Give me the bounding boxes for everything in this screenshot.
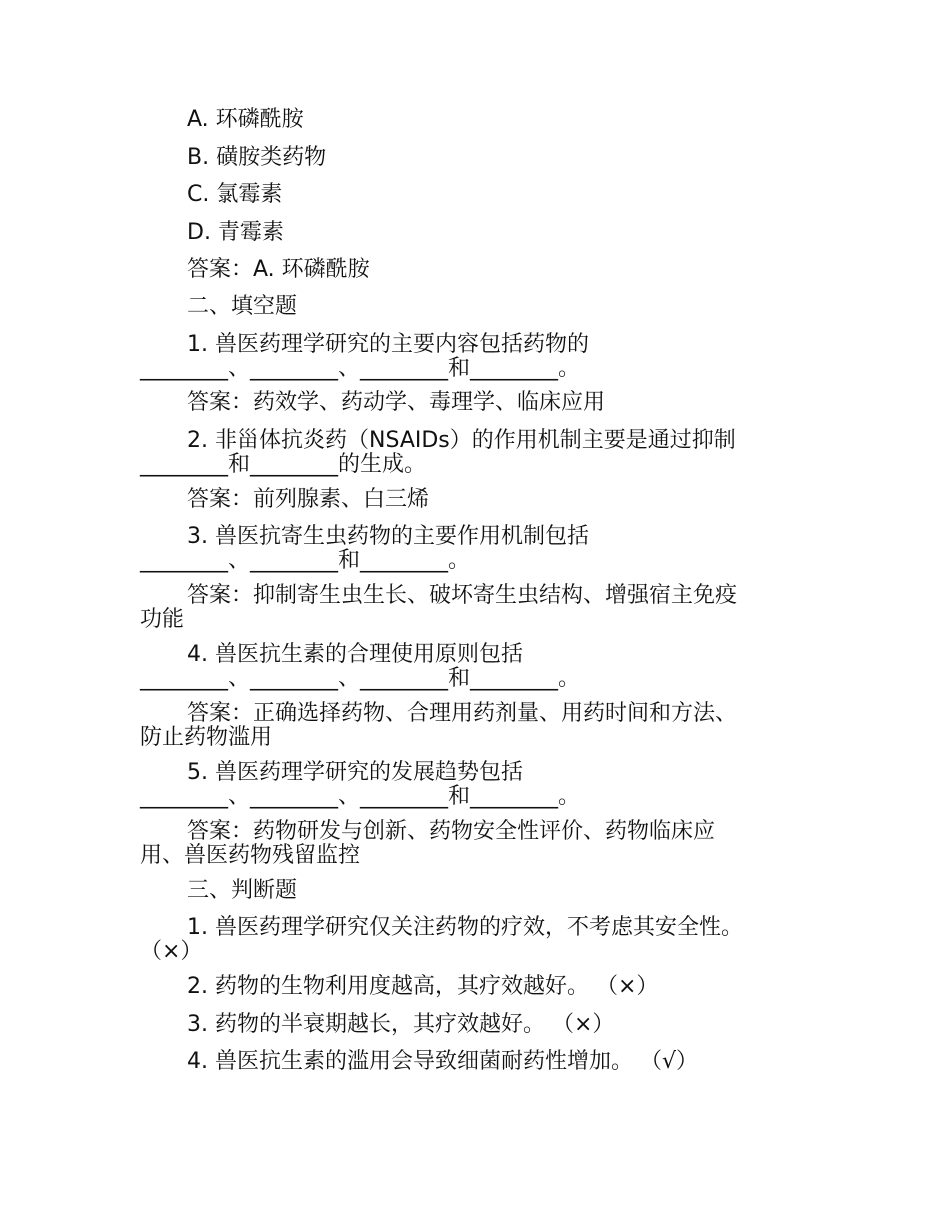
fill-answer-4: 答案：正确选择药物、合理用药剂量、用药时间和方法、 xyxy=(187,701,738,726)
fill-question-4-blanks: ________、________、________和________。 xyxy=(140,666,581,691)
fill-question-2-blanks: ________和________的生成。 xyxy=(140,452,427,477)
judge-question-3: 3. 药物的半衰期越长，其疗效越好。 （×） xyxy=(187,1012,615,1037)
fill-answer-3: 答案：抑制寄生虫生长、破坏寄生虫结构、增强宿主免疫 xyxy=(187,583,738,608)
fill-answer-2: 答案：前列腺素、白三烯 xyxy=(187,487,430,512)
option-a: A. 环磷酰胺 xyxy=(187,107,304,132)
option-d: D. 青霉素 xyxy=(187,220,284,245)
fill-answer-4-continued: 防止药物滥用 xyxy=(140,725,273,750)
fill-question-2: 2. 非甾体抗炎药（NSAIDs）的作用机制主要是通过抑制 xyxy=(187,428,736,453)
fill-question-5: 5. 兽医药理学研究的发展趋势包括 xyxy=(187,760,523,785)
answer-choice: 答案：A. 环磷酰胺 xyxy=(187,257,370,282)
judge-question-4: 4. 兽医抗生素的滥用会导致细菌耐药性增加。 （√） xyxy=(187,1049,698,1074)
section-heading-fill-blank: 二、填空题 xyxy=(187,294,298,319)
fill-question-1-blanks: ________、________、________和________。 xyxy=(140,356,581,381)
judge-question-1: 1. 兽医药理学研究仅关注药物的疗效，不考虑其安全性。 xyxy=(187,915,743,940)
fill-answer-1: 答案：药效学、药动学、毒理学、临床应用 xyxy=(187,390,606,415)
section-heading-true-false: 三、判断题 xyxy=(187,878,298,903)
fill-question-4: 4. 兽医抗生素的合理使用原则包括 xyxy=(187,642,523,667)
fill-answer-3-continued: 功能 xyxy=(140,607,185,632)
option-b: B. 磺胺类药物 xyxy=(187,145,327,170)
fill-answer-5-continued: 用、兽医药物残留监控 xyxy=(140,843,361,868)
fill-question-3-blanks: ________、________和________。 xyxy=(140,548,471,573)
fill-question-5-blanks: ________、________、________和________。 xyxy=(140,784,581,809)
fill-answer-5: 答案：药物研发与创新、药物安全性评价、药物临床应 xyxy=(187,819,716,844)
judge-question-1-mark: （×） xyxy=(140,939,203,964)
judge-question-2: 2. 药物的生物利用度越高，其疗效越好。 （×） xyxy=(187,974,659,999)
option-c: C. 氯霉素 xyxy=(187,182,283,207)
fill-question-1: 1. 兽医药理学研究的主要内容包括药物的 xyxy=(187,332,589,357)
fill-question-3: 3. 兽医抗寄生虫药物的主要作用机制包括 xyxy=(187,524,589,549)
